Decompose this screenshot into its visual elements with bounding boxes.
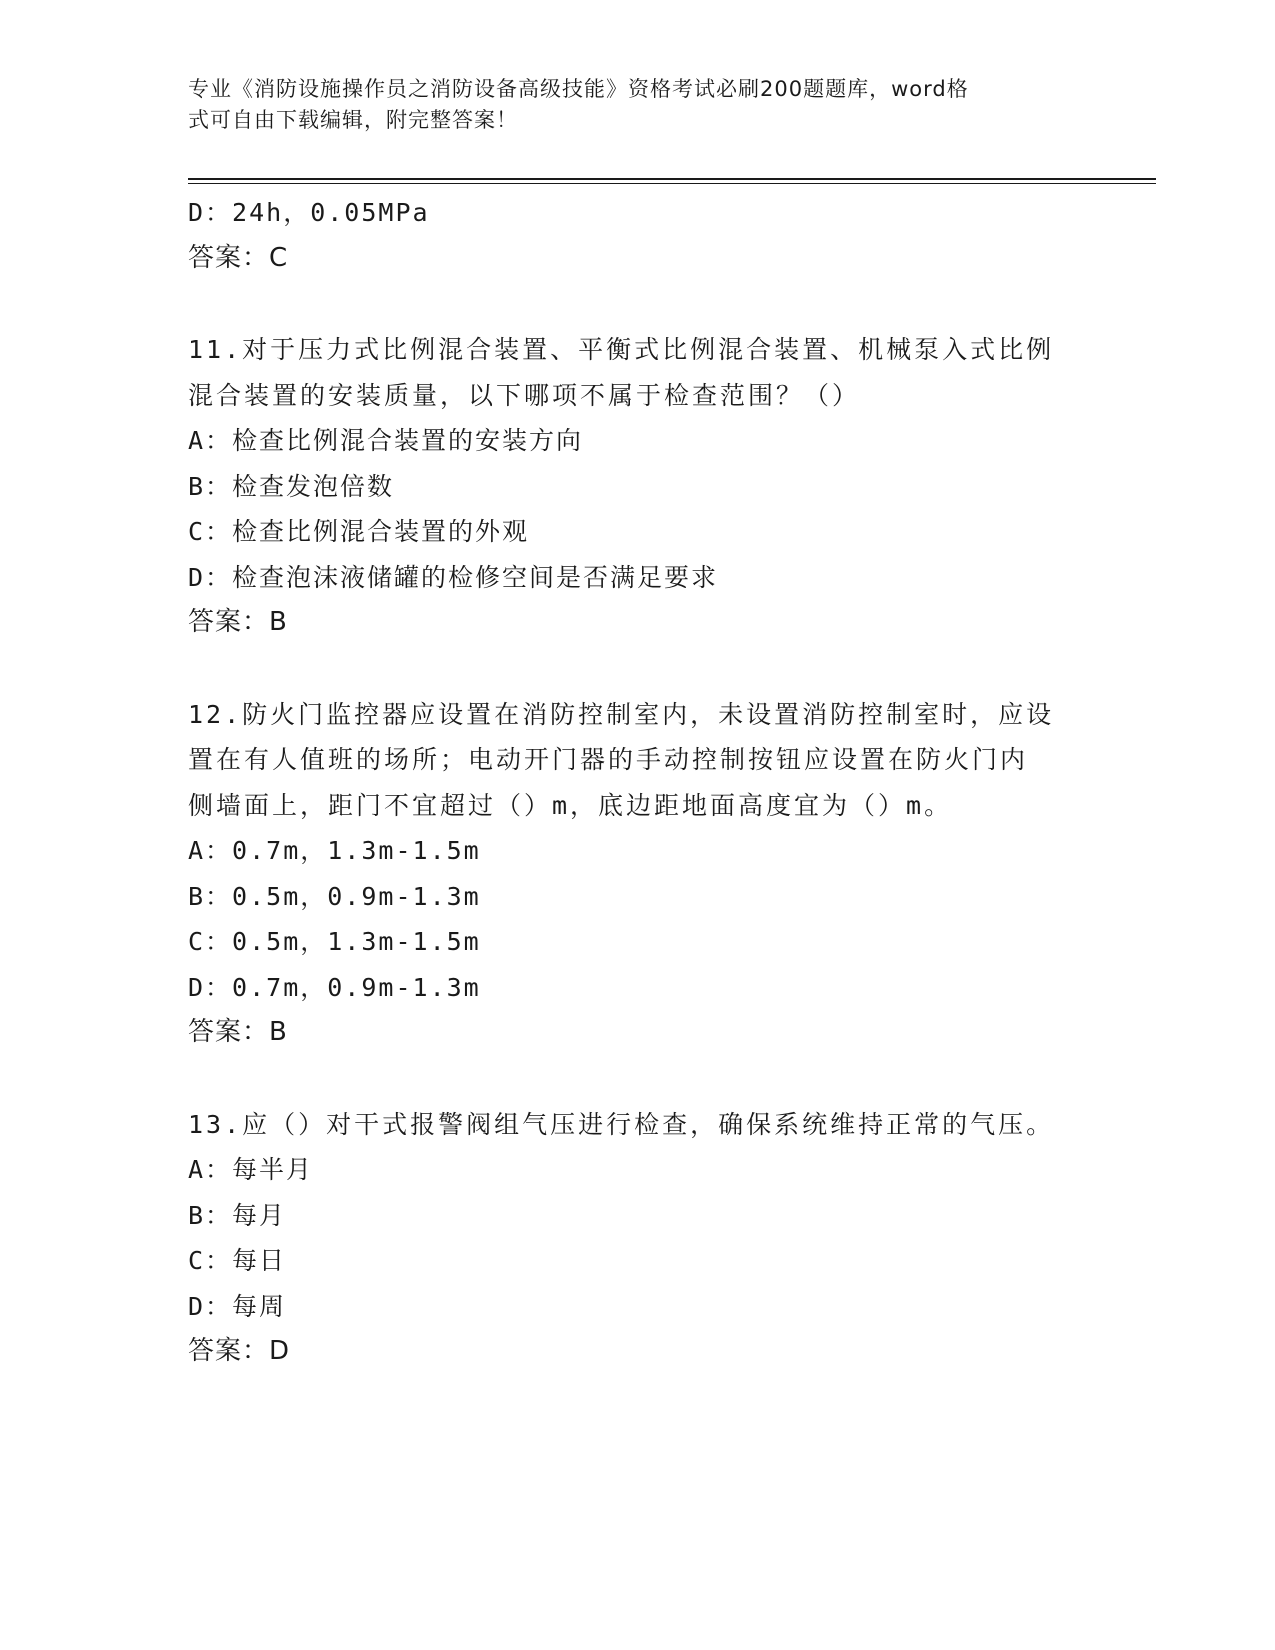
stem-line: 侧墙面上，距门不宜超过（）m，底边距地面高度宜为（）m。 <box>188 790 953 820</box>
option-c: C：检查比例混合装置的外观 <box>188 517 530 546</box>
spacer <box>188 646 1088 692</box>
question-stem <box>188 327 1088 418</box>
option-b: B：0.5m，0.9m-1.3m <box>188 881 481 911</box>
answer-line: 答案：C <box>188 242 289 273</box>
option-c: C：0.5m，1.3m-1.5m <box>188 927 481 956</box>
option-d: D：0.7m，0.9m-1.3m <box>188 972 481 1002</box>
stem-line: 11.对于压力式比例混合装置、平衡式比例混合装置、机械泵入式比例 <box>188 335 1055 364</box>
stem-line: 12.防火门监控器应设置在消防控制室内，未设置消防控制室时，应设 <box>188 699 1055 729</box>
question-12 <box>188 692 1088 1056</box>
answer-line: 答案：D <box>188 1336 291 1366</box>
header-divider-thick <box>188 178 1156 180</box>
question-stem <box>188 1102 1088 1148</box>
option-d: D：24h，0.05MPa <box>188 198 430 227</box>
option-a: A：0.7m，1.3m-1.5m <box>188 836 481 865</box>
stem-line: 置在有人值班的场所；电动开门器的手动控制按钮应设置在防火门内 <box>188 745 1029 774</box>
option-a: A：每半月 <box>188 1155 314 1184</box>
answer-line: 答案：B <box>188 607 288 637</box>
document-header <box>188 74 1068 136</box>
option-d: D：检查泡沫液储罐的检修空间是否满足要求 <box>188 562 719 592</box>
option-c: C：每日 <box>188 1246 287 1275</box>
header-line-1: 专业《消防设施操作员之消防设备高级技能》资格考试必刷200题题库，word格 <box>188 77 969 101</box>
option-b: B：每月 <box>188 1200 287 1230</box>
answer-line: 答案：B <box>188 1017 288 1047</box>
previous-question-tail <box>188 190 1088 281</box>
header-divider-thin <box>188 183 1156 184</box>
stem-line: 混合装置的安装质量，以下哪项不属于检查范围？（） <box>188 380 861 410</box>
option-a: A：检查比例混合装置的安装方向 <box>188 426 584 455</box>
header-line-2: 式可自由下载编辑，附完整答案！ <box>188 108 518 132</box>
spacer <box>188 1056 1088 1102</box>
option-b: B：检查发泡倍数 <box>188 471 395 501</box>
question-11 <box>188 327 1088 646</box>
question-content <box>188 190 1088 1375</box>
question-13 <box>188 1102 1088 1375</box>
question-stem <box>188 692 1088 829</box>
option-d: D：每周 <box>188 1291 287 1321</box>
stem-line: 13.应（）对干式报警阀组气压进行检查，确保系统维持正常的气压。 <box>188 1109 1055 1139</box>
spacer <box>188 281 1088 327</box>
